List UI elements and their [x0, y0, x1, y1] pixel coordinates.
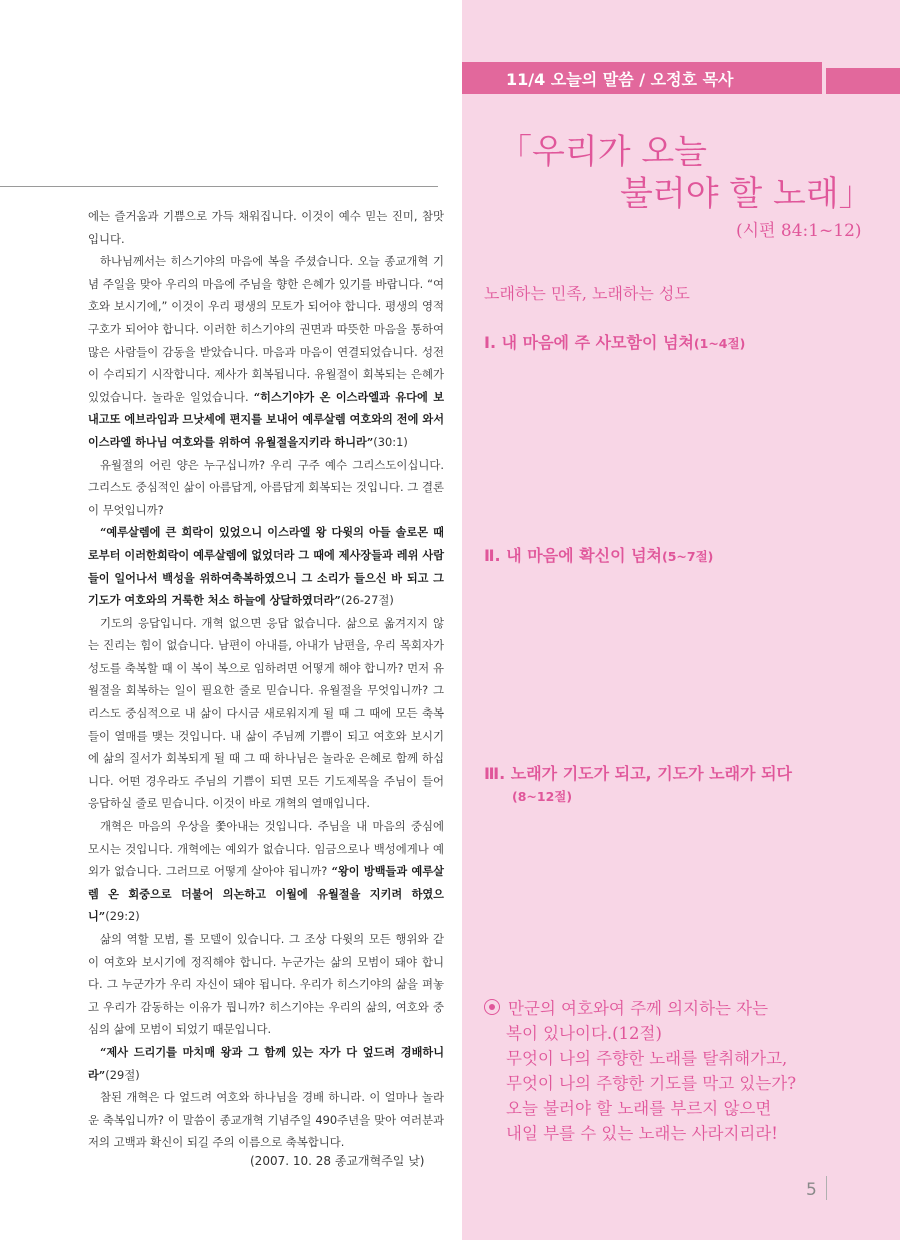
- scripture-quote: “왕이 방백들과 예루살렘 온 회중으로 더불어 의논하고 이월에 유월절을 지키려 하였으니”: [88, 864, 444, 924]
- page-number-divider: [826, 1176, 827, 1200]
- banner-tab-decoration: [826, 68, 900, 94]
- sermon-subtitle: 노래하는 민족, 노래하는 성도: [484, 284, 690, 303]
- page-number: 5: [806, 1180, 817, 1200]
- paragraph: 유월절의 어린 양은 누구십니까? 우리 구주 예수 그리스도이십니다. 그리스도 중심적인 삶이 아름답게, 아름답게 회복되는 것입니다. 그 결론이 무엇입니까?: [88, 457, 444, 517]
- closing-line: 내일 부를 수 있는 노래는 사라지리라!: [506, 1124, 778, 1143]
- paragraph: 개혁은 마음의 우상을 쫓아내는 것입니다. 주님을 내 마음의 중심에 모시는 것입니다. 개혁에는 예외가 없습니다. 임금으로나 백성에게나 예외가 없습니다. 그러므로 어떻게 살아야 됩니까? “왕이 방백들과 예루살렘 온 회중으로 더불어 의논하고 이월에 유월절을 지키려 하였으니”(29:2): [88, 819, 444, 924]
- sermon-date: (2007. 10. 28 종교개혁주일 낮): [250, 1154, 425, 1168]
- sermon-body-text: [88, 205, 444, 1154]
- scripture-quote: “제사 드리기를 마치매 왕과 그 함께 있는 자가 다 엎드려 경배하니라”: [88, 1044, 444, 1082]
- paragraph: 하나님께서는 히스기야의 마음에 복을 주셨습니다. 오늘 종교개혁 기념 주일을 맞아 우리의 마음에 주님을 향한 은혜가 있기를 바랍니다. “여호와 보시기에,” 이것이 우리 평생의 모토가 되어야 합니다. 평생의 영적 구호가 되어야 합니다. 이러한 히스기야의 권면과 따뜻한 마음을 통하여 많은 사람들이 감동을 받았습니다. 마음과 마음이 연결되었습니다. 성전이 수리되기 시작합니다. 제사가 회복됩니다. 유월절이 회복되는 은혜가 있었습니다. 놀라운 일었습니다. “히스기야가 온 이스라엘과 유다에 보내고또 에브라임과 므낫세에 편지를 보내어 예루살렘 여호와의 전에 와서 이스라엘 하나님 여호와를 위하여 유월절을지키라 하니라”(30:1): [88, 254, 444, 449]
- closing-exhortation: [484, 996, 796, 1146]
- sermon-title-line1: 「우리가 오늘: [498, 132, 708, 172]
- paragraph: 기도의 응답입니다. 개혁 없으면 응답 없습니다. 삶으로 옮겨지지 않는 진리는 힘이 없습니다. 남편이 아내를, 아내가 남편을, 우리 목회자가 성도를 축복할 때 이 복이 복으로 임하려면 어떻게 해야 합니까? 먼저 유월절을 회복하는 일이 필요한 줄로 믿습니다. 유월절을 무엇입니까? 그리스도 중심적으로 내 삶이 다시금 새로워지게 될 때 그 때에 모든 축복들이 열매를 맺는 것입니다. 내 삶이 주님께 기쁨이 되고 여호와 보시기에 삶의 질서가 회복되게 될 때 그 때 하나님은 놀라운 은혜로 함께 하십니다. 어떤 경우라도 주님의 기쁨이 되면 모든 기도제목을 주님이 들어 응답하실 줄로 믿습니다. 이것이 바로 개혁의 열매입니다.: [88, 615, 444, 811]
- paragraph: 삶의 역할 모범, 롤 모델이 있습니다. 그 조상 다윗의 모든 행위와 같이 여호와 보시기에 정직해야 합니다. 누군가는 삶의 모범이 돼야 합니다. 그 누군가가 우리 자신이 돼야 됩니다. 우리가 히스기야의 삶을 펴놓고 우리가 감동하는 이유가 뭡니까? 히스기야는 우리의 삶의, 여호와 중심의 삶에 모범이 되었기 때문입니다.: [88, 932, 444, 1037]
- paragraph: 참된 개혁은 다 엎드려 여호와 하나님을 경배 하니라. 이 얼마나 놀라운 축복입니까? 이 말씀이 종교개혁 기념주일 490주년을 맞아 여러분과 저의 고백과 확신이 되길 주의 이름으로 축복합니다.: [88, 1090, 444, 1150]
- header-banner: [462, 62, 822, 94]
- closing-line: 무엇이 나의 주향한 노래를 탈취해가고,: [506, 1049, 788, 1068]
- scripture-quote: “히스기야가 온 이스라엘과 유다에 보내고또 에브라임과 므낫세에 편지를 보내어 예루살렘 여호와의 전에 와서 이스라엘 하나님 여호와를 위하여 유월절을지키라 하니라”: [88, 389, 444, 449]
- banner-title: 11/4 오늘의 말씀 / 오정호 목사: [506, 70, 734, 89]
- paragraph: “예루살렘에 큰 희락이 있었으니 이스라엘 왕 다윗의 아들 솔로몬 때로부터 이러한희락이 예루살렘에 없었더라 그 때에 제사장들과 레위 사람들이 일어나서 백성을 위하여축복하였으니 그 소리가 들으신 바 되고 그 기도가 여호와의 거룩한 처소 하늘에 상달하였더라”(26-27절): [88, 525, 444, 608]
- paragraph: “제사 드리기를 마치매 왕과 그 함께 있는 자가 다 엎드려 경배하니라”(29절): [88, 1044, 444, 1082]
- closing-line: 만군의 여호와여 주께 의지하는 자는: [484, 996, 796, 1021]
- closing-line: 복이 있나이다.(12절): [506, 1024, 662, 1043]
- closing-line: 무엇이 나의 주향한 기도를 막고 있는가?: [506, 1074, 797, 1093]
- outline-point-1: Ⅰ. 내 마음에 주 사모함이 넘쳐(1~4절): [484, 333, 746, 352]
- paragraph: 에는 즐거움과 기쁨으로 가득 채워집니다. 이것이 예수 믿는 진미, 참맛입니다.: [88, 209, 444, 246]
- outline-point-3: Ⅲ. 노래가 기도가 되고, 기도가 노래가 되다: [484, 764, 792, 783]
- outline-point-3-verses: (8~12절): [512, 789, 573, 804]
- outline-point-2: Ⅱ. 내 마음에 확신이 넘쳐(5~7절): [484, 546, 714, 565]
- scripture-reference: (시편 84:1~12): [736, 221, 862, 241]
- scripture-quote: “예루살렘에 큰 희락이 있었으니 이스라엘 왕 다윗의 아들 솔로몬 때로부터 이러한희락이 예루살렘에 없었더라 그 때에 제사장들과 레위 사람들이 일어나서 백성을 위하여축복하였으니 그 소리가 들으신 바 되고 그 기도가 여호와의 거룩한 처소 하늘에 상달하였더라”: [88, 525, 444, 608]
- closing-line: 오늘 불러야 할 노래를 부르지 않으면: [506, 1099, 772, 1118]
- top-divider: [0, 186, 438, 187]
- sermon-title-line2: 불러야 할 노래」: [620, 174, 873, 214]
- target-bullet-icon: [484, 999, 500, 1015]
